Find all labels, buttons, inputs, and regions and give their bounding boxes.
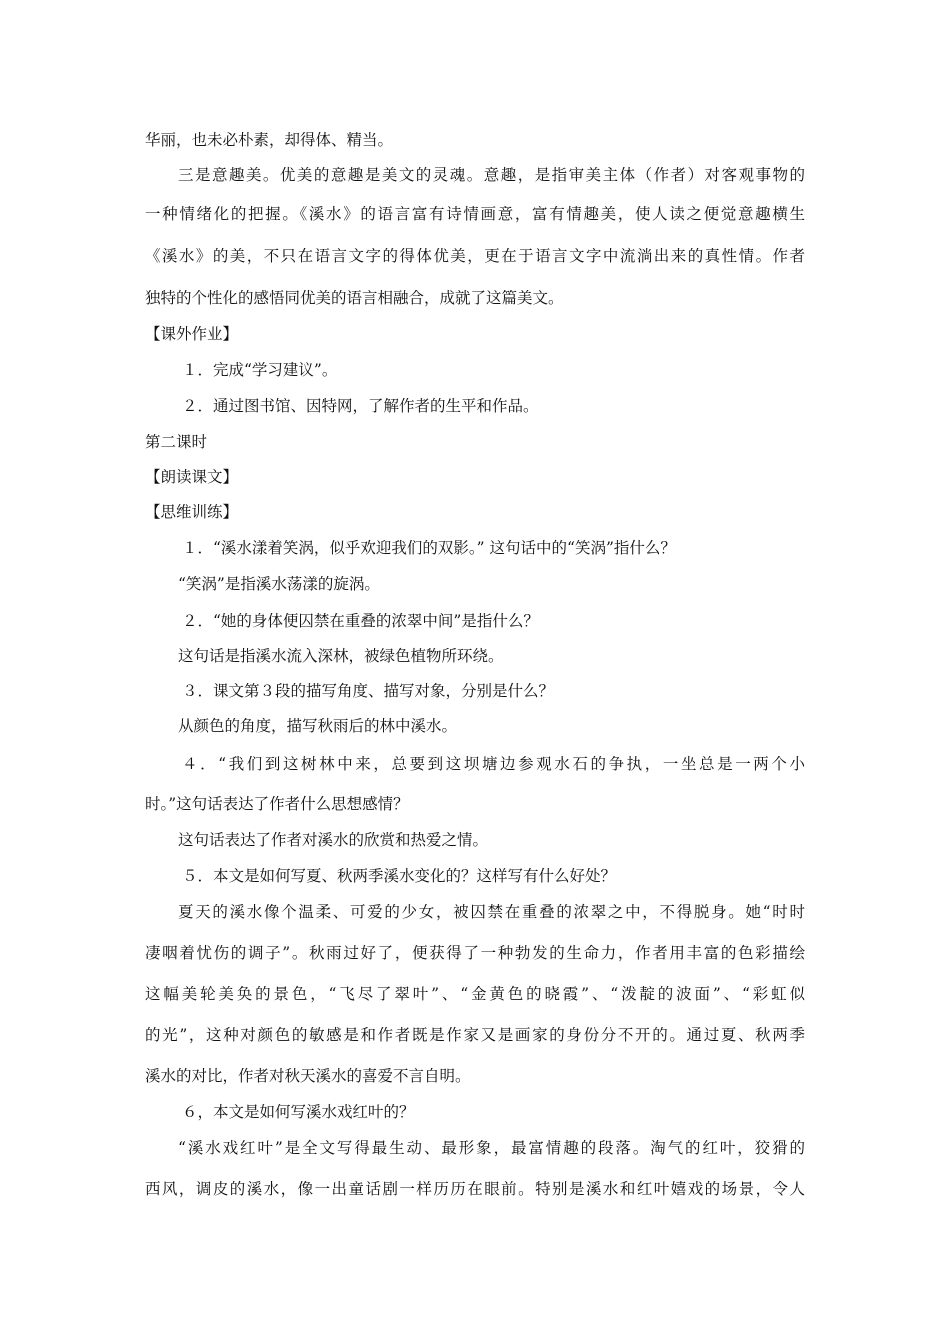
section-heading: 【课外作业】 — [145, 325, 239, 343]
question-line: ４．“我们到这树林中来，总要到这坝塘边参观水石的争执，一坐总是一两个小 — [182, 755, 805, 773]
question-line: ５．本文是如何写夏、秋两季溪水变化的？这样写有什么好处？ — [182, 867, 617, 885]
list-item: １．完成“学习建议”。 — [182, 361, 338, 379]
paragraph-line: 西风，调皮的溪水，像一出童话剧一样历历在眼前。特别是溪水和红叶嬉戏的场景，令人 — [145, 1180, 805, 1198]
list-item: ２．通过图书馆、因特网，了解作者的生平和作品。 — [182, 397, 539, 415]
question-line: １．“溪水漾着笑涡，似乎欢迎我们的双影。” 这句话中的“笑涡”指什么？ — [182, 539, 676, 557]
paragraph-line: 《溪水》的美，不只在语言文字的得体优美，更在于语言文字中流淌出来的真性情。作者 — [145, 247, 805, 265]
paragraph-line: 夏天的溪水像个温柔、可爱的少女，被囚禁在重叠的浓翠之中，不得脱身。她“时时 — [178, 903, 805, 921]
answer-line: 这句话表达了作者对溪水的欣赏和热爱之情。 — [178, 831, 489, 849]
question-line: ２．“她的身体便囚禁在重叠的浓翠中间”是指什么？ — [182, 612, 539, 630]
section-heading: 【朗读课文】 — [145, 468, 239, 486]
question-line: 时。”这句话表达了作者什么思想感情？ — [145, 795, 409, 813]
paragraph-line: 的光”，这种对颜色的敏感是和作者既是作家又是画家的身份分不开的。通过夏、秋两季 — [145, 1026, 805, 1044]
paragraph-line: 独特的个性化的感悟同优美的语言相融合，成就了这篇美文。 — [145, 289, 564, 307]
paragraph-line: “溪水戏红叶”是全文写得最生动、最形象，最富情趣的段落。淘气的红叶，狡猾的 — [178, 1139, 805, 1157]
answer-line: “笑涡”是指溪水荡漾的旋涡。 — [178, 575, 380, 593]
paragraph-line: 这幅美轮美奂的景色，“飞尽了翠叶”、“金黄色的晓霞”、“泼靛的波面”、“彩虹似 — [145, 985, 805, 1003]
answer-line: 从颜色的角度，描写秋雨后的林中溪水。 — [178, 717, 458, 735]
paragraph-line: 三是意趣美。优美的意趣是美文的灵魂。意趣，是指审美主体（作者）对客观事物的 — [178, 166, 805, 184]
paragraph-line: 一种情绪化的把握。《溪水》的语言富有诗情画意，富有情趣美，使人读之便觉意趣横生 — [145, 205, 805, 223]
section-heading: 【思维训练】 — [145, 503, 239, 521]
answer-line: 这句话是指溪水流入深林，被绿色植物所环绕。 — [178, 647, 504, 665]
question-line: ３．课文第３段的描写角度、描写对象，分别是什么？ — [182, 682, 555, 700]
paragraph-line: 凄咽着忧伤的调子”。秋雨过好了，便获得了一种勃发的生命力，作者用丰富的色彩描绘 — [145, 944, 805, 962]
question-line: ６，本文是如何写溪水戏红叶的？ — [182, 1103, 415, 1121]
section-heading: 第二课时 — [145, 433, 208, 451]
paragraph-line: 溪水的对比，作者对秋天溪水的喜爱不言自明。 — [145, 1067, 471, 1085]
paragraph-line: 华丽，也未必朴素，却得体、精当。 — [145, 131, 394, 149]
